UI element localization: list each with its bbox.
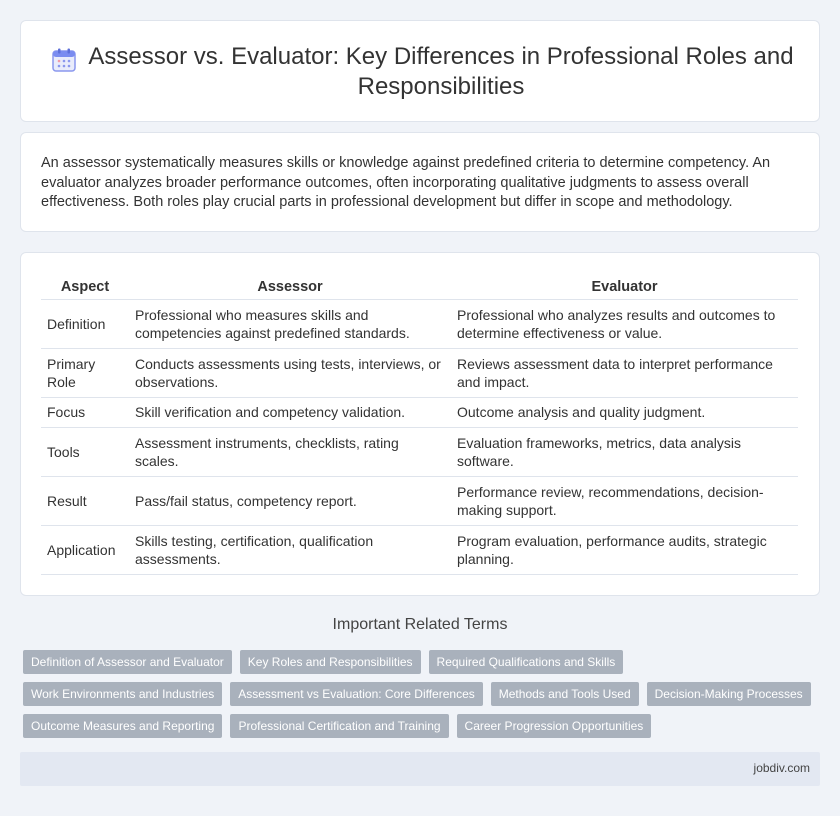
table-row [41,476,798,525]
related-term-tag[interactable]: Required Qualifications and Skills [429,650,624,674]
tag-row [23,682,823,706]
cell-aspect: Primary Role [41,348,129,397]
related-term-tag[interactable]: Decision-Making Processes [647,682,811,706]
related-terms-heading: Important Related Terms [332,616,508,633]
related-term-tag[interactable]: Career Progression Opportunities [457,714,652,738]
related-term-tag[interactable]: Professional Certification and Training [230,714,448,738]
cell-aspect: Result [41,476,129,525]
footer-site-link[interactable]: jobdiv.com [753,761,810,775]
footer [20,752,820,786]
tag-row [23,714,823,738]
table-row [41,427,798,476]
column-header-evaluator: Evaluator [451,275,798,299]
table-header-row [41,275,798,299]
cell-evaluator: Professional who analyzes results and outcomes to determine effectiveness or value. [451,299,798,348]
cell-aspect: Focus [41,397,129,427]
comparison-table [41,275,798,575]
page-title: Assessor vs. Evaluator: Key Differences in Professional Roles and Responsibilities [88,43,794,100]
related-term-tag[interactable]: Key Roles and Responsibilities [240,650,421,674]
related-term-tag[interactable]: Outcome Measures and Reporting [23,714,222,738]
title-card [20,20,820,122]
table-row [41,299,798,348]
related-term-tag[interactable]: Assessment vs Evaluation: Core Differences [230,682,483,706]
cell-assessor: Professional who measures skills and competencies against predefined standards. [129,299,451,348]
cell-assessor: Skills testing, certification, qualification assessments. [129,525,451,574]
cell-evaluator: Program evaluation, performance audits, strategic planning. [451,525,798,574]
table-row [41,397,798,427]
related-term-tag[interactable]: Methods and Tools Used [491,682,639,706]
cell-assessor: Pass/fail status, competency report. [129,476,451,525]
cell-assessor: Assessment instruments, checklists, rating scales. [129,427,451,476]
cell-evaluator: Evaluation frameworks, metrics, data analysis software. [451,427,798,476]
cell-evaluator: Reviews assessment data to interpret performance and impact. [451,348,798,397]
intro-paragraph: An assessor systematically measures skills or knowledge against predefined criteria to determine competency. An evaluator analyzes broader performance outcomes, often incorporating qualitative judgments to assess overall effectiveness. Both roles play crucial parts in professional development but differ in scope and methodology. [41,155,771,210]
cell-aspect: Application [41,525,129,574]
cell-evaluator: Performance review, recommendations, decision-making support. [451,476,798,525]
intro-card [20,132,820,232]
column-header-assessor: Assessor [129,275,451,299]
table-row [41,348,798,397]
cell-assessor: Skill verification and competency validation. [129,397,451,427]
related-term-tag[interactable]: Definition of Assessor and Evaluator [23,650,232,674]
related-terms-tags [23,650,823,746]
cell-assessor: Conducts assessments using tests, interviews, or observations. [129,348,451,397]
column-header-aspect: Aspect [41,275,129,299]
cell-evaluator: Outcome analysis and quality judgment. [451,397,798,427]
table-row [41,525,798,574]
cell-aspect: Tools [41,427,129,476]
cell-aspect: Definition [41,299,129,348]
related-term-tag[interactable]: Work Environments and Industries [23,682,222,706]
comparison-card [20,252,820,596]
tag-row [23,650,823,674]
